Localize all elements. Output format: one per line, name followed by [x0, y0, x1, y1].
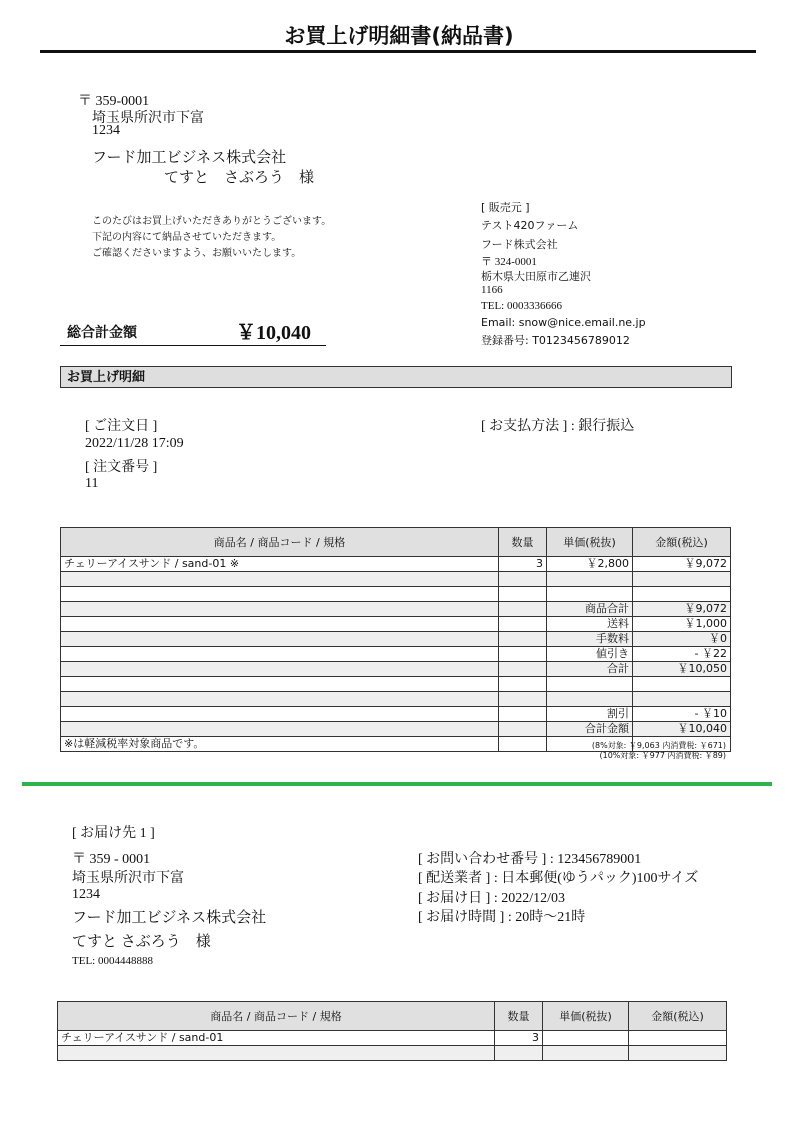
cell-product — [61, 632, 499, 647]
table-row — [61, 602, 731, 617]
delivery-table-row — [58, 1031, 727, 1046]
cell-quantity — [499, 722, 547, 737]
cell-amount — [633, 587, 731, 602]
cell-quantity — [499, 677, 547, 692]
delivery-heading: [ お届け先 1 ] — [72, 826, 155, 841]
cell-product — [61, 617, 499, 632]
cell-product — [61, 602, 499, 617]
cell-quantity — [499, 587, 547, 602]
cell-product: チェリーアイスサンド / sand-01 — [58, 1031, 495, 1046]
cell-quantity: 3 — [499, 557, 547, 572]
cell-unit-price — [547, 587, 633, 602]
cell-unit-price: 合計金額 — [547, 722, 633, 737]
cell-quantity — [499, 692, 547, 707]
delivery-table-row — [58, 1046, 727, 1061]
table-row — [61, 692, 731, 707]
cell-amount: - ￥10 — [633, 707, 731, 722]
delivery-header-amount: 金額(税込) — [629, 1002, 727, 1031]
cell-quantity — [499, 617, 547, 632]
delivery-items-table — [57, 1001, 727, 1061]
cell-unit-price: 割引 — [547, 707, 633, 722]
customer-company: フード加工ビジネス株式会社 — [92, 150, 287, 166]
tax-note-8: (8%対象: ￥9,063 内消費税: ￥671) — [591, 741, 726, 750]
cell-amount: ￥9,072 — [633, 602, 731, 617]
delivery-postal: 〒 359 - 0001 — [72, 852, 151, 867]
seller-registration: 登録番号: T0123456789012 — [481, 334, 630, 347]
cell-quantity — [499, 632, 547, 647]
cell-quantity — [499, 662, 547, 677]
cell-product: ※は軽減税率対象商品です。 — [61, 737, 499, 752]
table-row — [61, 572, 731, 587]
cell-unit-price: 手数料 — [547, 632, 633, 647]
cell-amount: - ￥22 — [633, 647, 731, 662]
cell-product — [61, 692, 499, 707]
delivery-header-unit-price: 単価(税抜) — [543, 1002, 629, 1031]
delivery-header-quantity: 数量 — [495, 1002, 543, 1031]
title-divider — [40, 50, 756, 53]
cell-amount: ￥1,000 — [633, 617, 731, 632]
seller-email: Email: snow@nice.email.ne.jp — [481, 316, 646, 329]
delivery-header-product: 商品名 / 商品コード / 規格 — [58, 1002, 495, 1031]
cell-unit-price — [543, 1031, 629, 1046]
cell-amount: ￥0 — [633, 632, 731, 647]
cell-product — [61, 722, 499, 737]
seller-postal: 〒 324-0001 — [481, 256, 537, 268]
cell-amount — [629, 1031, 727, 1046]
order-number-label: [ 注文番号 ] — [85, 460, 158, 475]
cell-unit-price: 値引き — [547, 647, 633, 662]
table-row — [61, 662, 731, 677]
seller-heading: [ 販売元 ] — [481, 201, 530, 214]
cell-amount — [633, 572, 731, 587]
table-row — [61, 617, 731, 632]
delivery-address1: 埼玉県所沢市下富 — [72, 871, 184, 886]
cell-product — [61, 572, 499, 587]
cell-product — [61, 587, 499, 602]
delivery-company: フード加工ビジネス株式会社 — [72, 910, 267, 926]
cell-unit-price: 商品合計 — [547, 602, 633, 617]
table-row — [61, 722, 731, 737]
table-row — [61, 557, 731, 572]
cell-quantity — [499, 572, 547, 587]
delivery-table-header-row — [58, 1002, 727, 1031]
header-amount: 金額(税込) — [633, 528, 731, 557]
cell-quantity — [499, 647, 547, 662]
payment-method: [ お支払方法 ] : 銀行振込 — [481, 419, 635, 434]
seller-tel: TEL: 0003336666 — [481, 300, 562, 312]
cell-unit-price: ￥2,800 — [547, 557, 633, 572]
total-underline — [60, 345, 326, 346]
cell-product — [61, 662, 499, 677]
table-row — [61, 587, 731, 602]
tax-note-10: (10%対象: ￥977 内消費税: ￥89) — [599, 751, 726, 760]
cell-unit-price: 合計 — [547, 662, 633, 677]
customer-address1: 埼玉県所沢市下富 — [92, 111, 204, 126]
header-product: 商品名 / 商品コード / 規格 — [61, 528, 499, 557]
total-value: ￥10,040 — [236, 322, 311, 344]
delivery-carrier: [ 配送業者 ] : 日本郵便(ゆうパック)100サイズ — [418, 871, 699, 886]
items-table — [60, 527, 731, 752]
delivery-name: てすと さぶろう 様 — [72, 934, 211, 950]
delivery-tel: TEL: 0004448888 — [72, 955, 153, 967]
tracking-number: [ お問い合わせ番号 ] : 123456789001 — [418, 852, 642, 867]
section-title-bar: お買上げ明細 — [60, 366, 732, 388]
cell-quantity — [499, 602, 547, 617]
order-date: 2022/11/28 17:09 — [85, 436, 184, 451]
cell-unit-price: 送料 — [547, 617, 633, 632]
cell-amount — [629, 1046, 727, 1061]
greeting-line-3: ご確認くださいますよう、お願いいたします。 — [92, 248, 302, 259]
table-row — [61, 647, 731, 662]
cell-amount — [633, 677, 731, 692]
table-row — [61, 707, 731, 722]
cell-product — [61, 677, 499, 692]
cell-product — [61, 707, 499, 722]
cell-quantity — [499, 707, 547, 722]
order-date-label: [ ご注文日 ] — [85, 419, 158, 434]
tax-notes — [592, 741, 726, 761]
cell-unit-price — [547, 677, 633, 692]
cell-unit-price — [547, 572, 633, 587]
header-quantity: 数量 — [499, 528, 547, 557]
order-number: 11 — [85, 476, 99, 491]
customer-name: てすと さぶろう 様 — [164, 170, 315, 186]
cell-amount: ￥9,072 — [633, 557, 731, 572]
seller-company: フード株式会社 — [481, 238, 558, 251]
cell-product — [61, 647, 499, 662]
section-divider — [22, 782, 772, 786]
cell-product: チェリーアイスサンド / sand-01 ※ — [61, 557, 499, 572]
seller-shop: テスト420ファーム — [481, 219, 579, 232]
seller-address2: 1166 — [481, 284, 503, 296]
delivery-address2: 1234 — [72, 887, 100, 902]
customer-postal: 〒 359-0001 — [78, 94, 150, 109]
greeting-line-1: このたびはお買上げいただきありがとうございます。 — [92, 216, 332, 227]
total-label: 総合計金額 — [67, 325, 137, 341]
customer-address2: 1234 — [92, 123, 120, 138]
delivery-date: [ お届け日 ] : 2022/12/03 — [418, 891, 565, 906]
cell-product — [58, 1046, 495, 1061]
cell-amount — [633, 692, 731, 707]
table-row — [61, 677, 731, 692]
header-unit-price: 単価(税抜) — [547, 528, 633, 557]
document-title: お買上げ明細書(納品書) — [284, 24, 514, 48]
delivery-time: [ お届け時間 ] : 20時～21時 — [418, 910, 586, 925]
cell-amount: ￥10,040 — [633, 722, 731, 737]
cell-quantity — [495, 1046, 543, 1061]
cell-quantity — [499, 737, 547, 752]
seller-address1: 栃木県大田原市乙連沢 — [481, 270, 591, 283]
greeting-line-2: 下記の内容にて納品させていただきます。 — [92, 232, 282, 243]
cell-unit-price — [547, 692, 633, 707]
table-header-row — [61, 528, 731, 557]
cell-amount: ￥10,050 — [633, 662, 731, 677]
cell-unit-price — [543, 1046, 629, 1061]
cell-quantity: 3 — [495, 1031, 543, 1046]
table-row — [61, 632, 731, 647]
